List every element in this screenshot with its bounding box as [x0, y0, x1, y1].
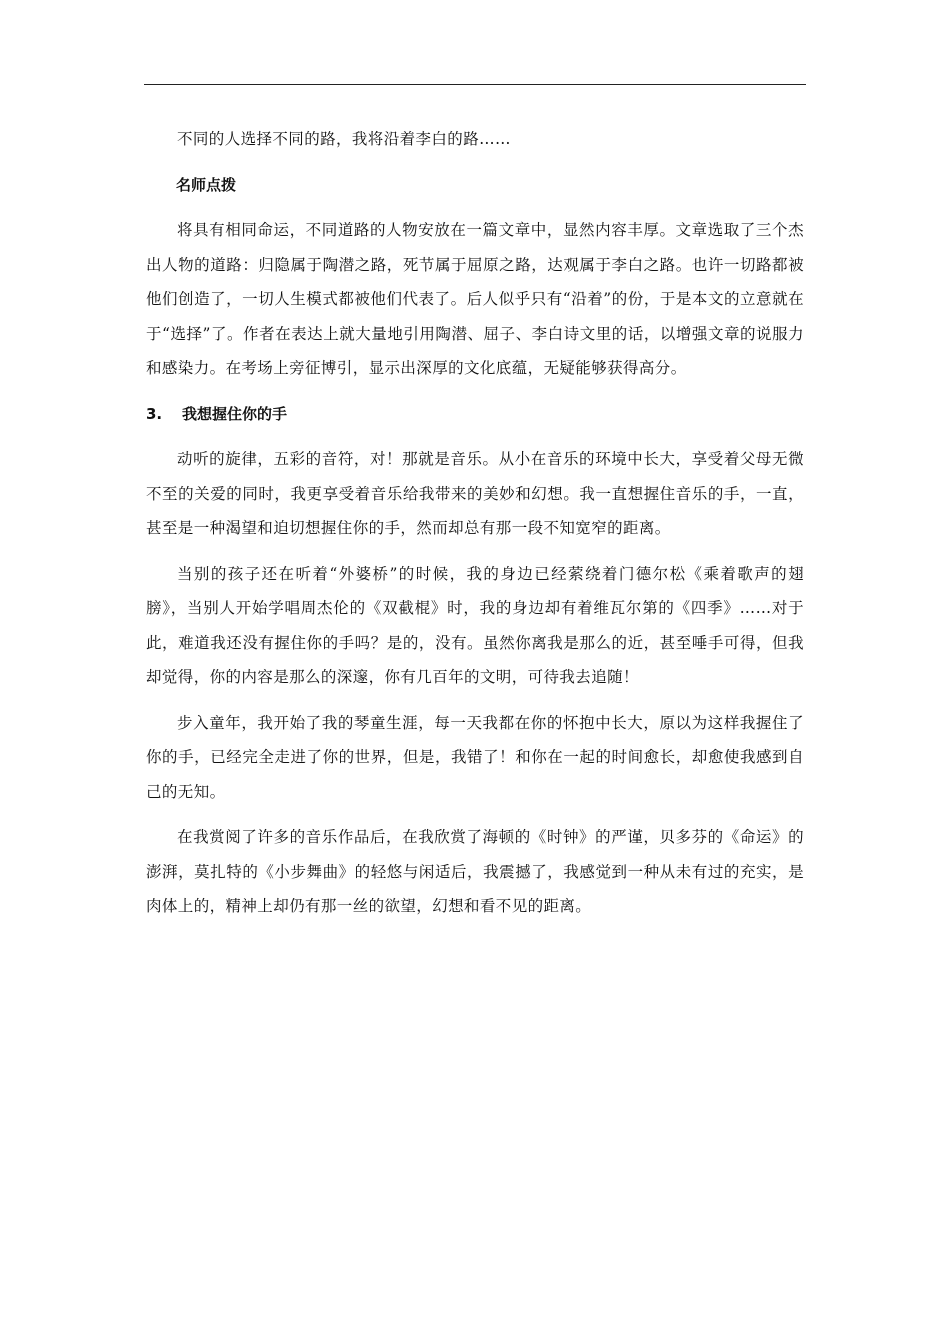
essay-paragraph-4: 在我赏阅了许多的音乐作品后，在我欣赏了海顿的《时钟》的严谨，贝多芬的《命运》的澎湃，莫扎特的《小步舞曲》的轻悠与闲适后，我震撼了，我感觉到一种从未有过的充实，是肉体上的，精神上却仍有那一丝的欲望，幻想和看不见的距离。 [146, 828, 804, 915]
paragraph-intro-end: 不同的人选择不同的路，我将沿着李白的路…… [177, 130, 511, 148]
section-3-number: 3. [146, 404, 163, 423]
essay-paragraph-2: 当别的孩子还在听着“外婆桥”的时候，我的身边已经萦绕着门德尔松《乘着歌声的翅膀》，当别人开始学唱周杰伦的《双截棍》时，我的身边却有着维瓦尔第的《四季》……对于此，难道我还没有握住你的手吗？是的，没有。虽然你离我是那么的近，甚至唾手可得，但我却觉得，你的内容是那么的深邃，你有几百年的文明，可待我去追随！ [146, 564, 804, 686]
essay-paragraph-1: 动听的旋律，五彩的音符，对！那就是音乐。从小在音乐的环境中长大，享受着父母无微不至的关爱的同时，我更享受着音乐给我带来的美妙和幻想。我一直想握住音乐的手，一直，甚至是一种渴望和迫切想握住你的手，然而却总有那一段不知宽窄的距离。 [146, 450, 804, 537]
teacher-tip-heading: 名师点拨 [176, 175, 237, 194]
document-body [146, 122, 804, 935]
header-rule [144, 84, 806, 85]
section-3-title: 我想握住你的手 [182, 404, 288, 423]
section-3-heading [146, 397, 804, 432]
essay-paragraph-3: 步入童年，我开始了我的琴童生涯，每一天我都在你的怀抱中长大，原以为这样我握住了你的手，已经完全走进了你的世界，但是，我错了！和你在一起的时间愈长，却愈使我感到自己的无知。 [146, 713, 804, 801]
teacher-tip-paragraph: 将具有相同命运，不同道路的人物安放在一篇文章中，显然内容丰厚。文章选取了三个杰出人物的道路：归隐属于陶潜之路，死节属于屈原之路，达观属于李白之路。也许一切路都被他们创造了，一切人生模式都被他们代表了。后人似乎只有“沿着”的份，于是本文的立意就在于“选择”了。作者在表达上就大量地引用陶潜、屈子、李白诗文里的话，以增强文章的说服力和感染力。在考场上旁征博引，显示出深厚的文化底蕴，无疑能够获得高分。 [146, 221, 804, 377]
